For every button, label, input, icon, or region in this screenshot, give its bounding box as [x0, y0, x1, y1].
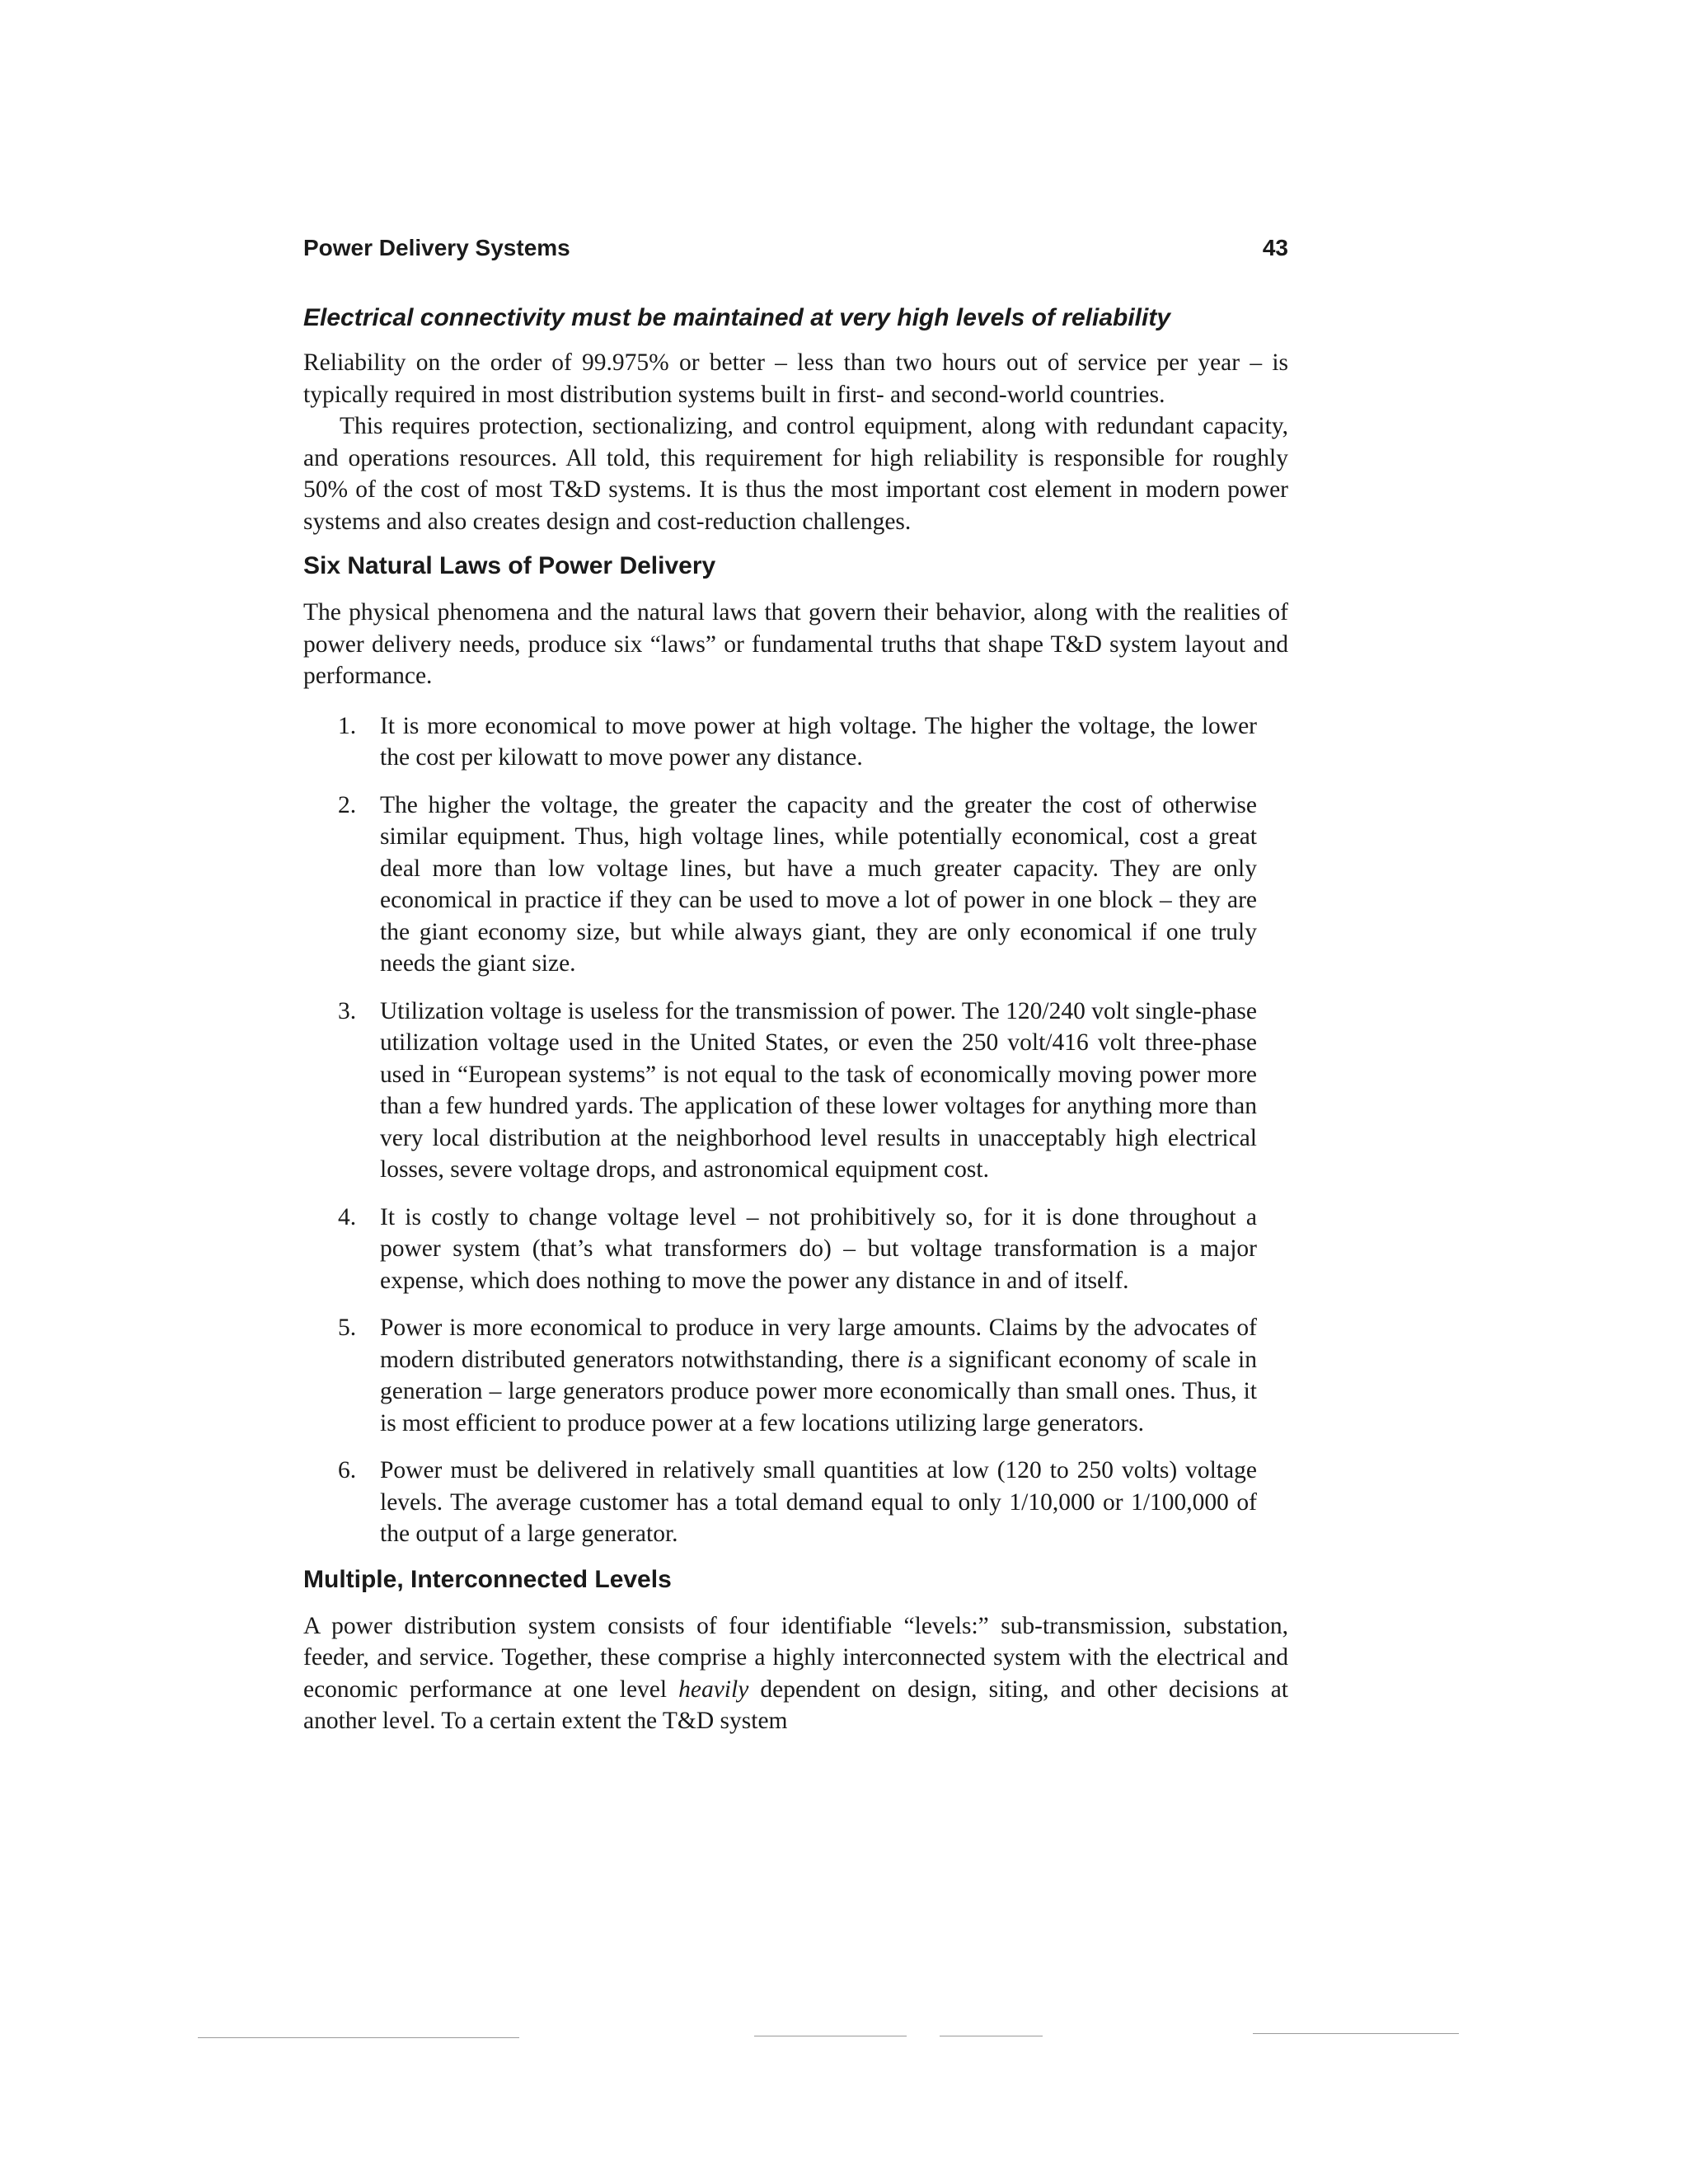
emphasis-text: is [907, 1346, 924, 1373]
running-header [303, 235, 1288, 261]
section-heading-six-laws: Six Natural Laws of Power Delivery [303, 552, 716, 579]
paragraph-laws-intro: The physical phenomena and the natural laws that govern their behavior, along with the realities of power delivery needs, produce six “laws” or fundamental truths that shape T&D system layout and performance. [303, 599, 1288, 689]
text-segment: Power is more economical to produce in very large amounts. Claims by the advocates of modern distributed generators notwithstanding, there [380, 1315, 1257, 1373]
emphasis-text: heavily [678, 1675, 749, 1703]
list-item-law-2 [303, 790, 1288, 980]
document-page [303, 235, 1288, 1737]
list-number: 3. [338, 997, 357, 1024]
list-item-text: Utilization voltage is useless for the transmission of power. The 120/240 volt single-phase utilization voltage used in the United States, or even the 250 volt/416 volt three-phase used in “European systems” is not equal to the task of economically moving power more than a few hundred yards. The application of these lower voltages for anything more than very local distribution at the neighborhood level results in unacceptably high electrical losses, severe voltage drops, and astronomical equipment cost. [380, 997, 1257, 1183]
list-number: 6. [338, 1457, 357, 1483]
list-number: 4. [338, 1203, 357, 1230]
section-heading-levels: Multiple, Interconnected Levels [303, 1565, 672, 1593]
scan-artifact-line [198, 2037, 519, 2038]
list-item-law-1 [303, 710, 1288, 774]
list-number: 2. [338, 791, 357, 818]
laws-list [303, 710, 1288, 1550]
text-segment: dependent on design, siting, and other decisions at another level. To a certain extent the T&D system [303, 1675, 1288, 1734]
paragraph-levels [303, 1610, 1288, 1737]
paragraph-reliability-cost: This requires protection, sectionalizing, and control equipment, along with redundant capacity, and operations resources. All told, this requirement for high reliability is responsible for roughly 50% of the cost of most T&D systems. It is thus the most important cost element in modern power systems and also creates design and cost-reduction challenges. [303, 413, 1288, 535]
list-item-text: Power must be delivered in relatively small quantities at low (120 to 250 volts) voltage levels. The average customer has a total demand equal to only 1/10,000 or 1/100,000 of the output of a large generator. [380, 1457, 1257, 1547]
list-item-law-5 [303, 1312, 1288, 1439]
paragraph-reliability-requirement: Reliability on the order of 99.975% or better – less than two hours out of service per year – is typically required in most distribution systems built in first- and second-world countries. [303, 349, 1288, 408]
page-number: 43 [1262, 235, 1288, 260]
running-title: Power Delivery Systems [303, 235, 570, 260]
list-item-law-6 [303, 1455, 1288, 1550]
list-number: 5. [338, 1315, 357, 1341]
list-item-text: It is costly to change voltage level – not prohibitively so, for it is done throughout a power system (that’s what transformers do) – but voltage transformation is a major expense, which does nothing to move the power any distance in and of itself. [380, 1203, 1257, 1294]
list-item-text: The higher the voltage, the greater the capacity and the greater the cost of otherwise similar equipment. Thus, high voltage lines, while potentially economical, cost a great deal more than low voltage lines, but have a much greater capacity. They are only economical in practice if they can be used to move a lot of power in one block – they are the giant economy size, but while always giant, they are only economical if one truly needs the giant size. [380, 791, 1257, 977]
list-item-text [380, 1315, 1257, 1436]
section-heading-reliability: Electrical connectivity must be maintained at very high levels of reliability [303, 304, 1171, 331]
list-item-law-4 [303, 1202, 1288, 1297]
list-item-law-3 [303, 996, 1288, 1186]
text-segment: a significant economy of scale in generation – large generators produce power more economically than small ones. Thus, it is most efficient to produce power at a few locations utilizing large generators. [380, 1346, 1257, 1436]
list-number: 1. [338, 712, 357, 739]
scan-artifact-line [1253, 2033, 1459, 2034]
text-segment: A power distribution system consists of four identifiable “levels:” sub-transmission, substation, feeder, and service. Together, these comprise a highly interconnected system with the electrical and economic performance at one level [303, 1612, 1288, 1703]
list-item-text: It is more economical to move power at high voltage. The higher the voltage, the lower the cost per kilowatt to move power any distance. [380, 712, 1257, 771]
